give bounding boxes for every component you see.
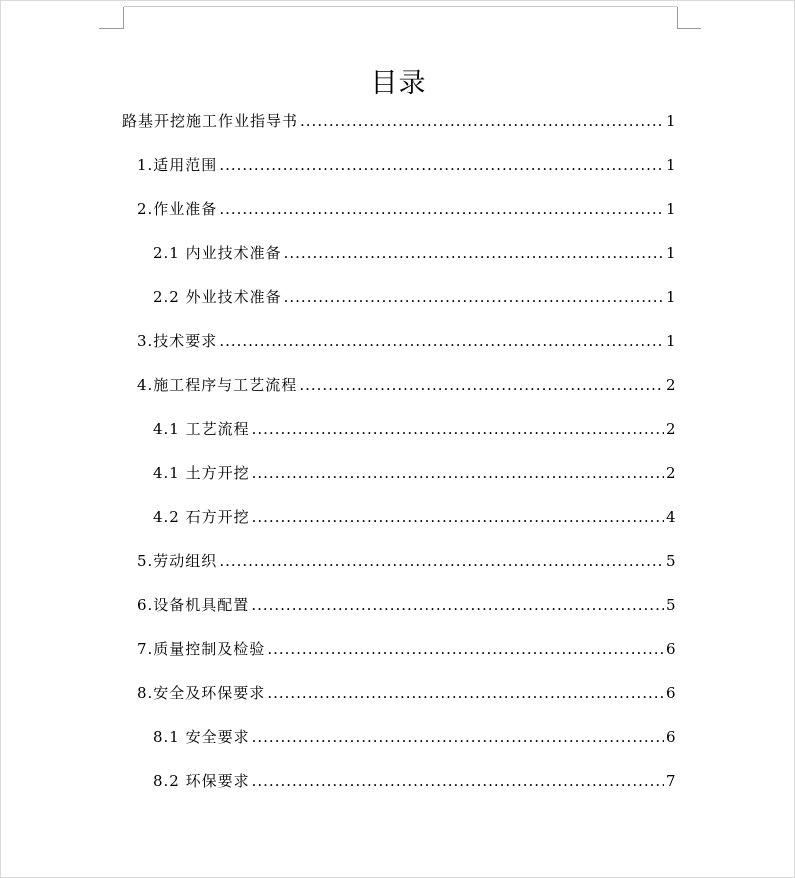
toc-entry-7[interactable] bbox=[137, 638, 675, 660]
toc-entry-8-1[interactable] bbox=[153, 726, 675, 748]
toc-leader-dots bbox=[219, 200, 664, 218]
toc-entry-label: 2.1 内业技术准备 bbox=[153, 244, 282, 262]
toc-leader-dots bbox=[252, 728, 664, 746]
toc-entry-page: 1 bbox=[666, 244, 676, 262]
toc-entry-8[interactable] bbox=[137, 682, 675, 704]
toc-entry-3[interactable] bbox=[137, 330, 675, 352]
toc-entry-label: 8.2 环保要求 bbox=[153, 772, 250, 790]
toc-leader-dots bbox=[299, 376, 664, 394]
crop-mark-left-vertical bbox=[123, 7, 124, 29]
toc-leader-dots bbox=[284, 244, 664, 262]
toc-entry-1[interactable] bbox=[137, 154, 675, 176]
toc-entry-label: 1.适用范围 bbox=[137, 156, 218, 174]
toc-entry-label: 4.1 土方开挖 bbox=[153, 464, 250, 482]
toc-entry-6[interactable] bbox=[137, 594, 675, 616]
toc-entry-label: 2.2 外业技术准备 bbox=[153, 288, 282, 306]
toc-entry-4-1-earthwork[interactable] bbox=[153, 462, 675, 484]
crop-mark-right-vertical bbox=[677, 7, 678, 29]
toc-entry-label: 4.2 石方开挖 bbox=[153, 508, 250, 526]
crop-mark-right-horizontal bbox=[677, 28, 701, 29]
toc-leader-dots bbox=[252, 420, 664, 438]
toc-entry-2-1[interactable] bbox=[153, 242, 675, 264]
toc-entry-page: 1 bbox=[666, 332, 676, 350]
toc-leader-dots bbox=[284, 288, 664, 306]
toc-entry-label: 2.作业准备 bbox=[137, 200, 218, 218]
toc-entry-page: 2 bbox=[666, 376, 676, 394]
toc-entry-page: 1 bbox=[666, 288, 676, 306]
toc-leader-dots bbox=[252, 464, 664, 482]
toc-leader-dots bbox=[252, 508, 664, 526]
toc-entry-5[interactable] bbox=[137, 550, 675, 572]
toc-entry-4[interactable] bbox=[137, 374, 675, 396]
toc-leader-dots bbox=[251, 596, 664, 614]
toc-entry-page: 2 bbox=[666, 464, 676, 482]
toc-entry-8-2[interactable] bbox=[153, 770, 675, 792]
toc-entry-doc-title[interactable] bbox=[122, 110, 675, 132]
toc-entry-page: 5 bbox=[666, 596, 676, 614]
toc-entry-page: 2 bbox=[666, 420, 676, 438]
toc-entry-label: 5.劳动组织 bbox=[137, 552, 218, 570]
toc-entry-label: 4.施工程序与工艺流程 bbox=[137, 376, 298, 394]
toc-entry-page: 6 bbox=[666, 684, 676, 702]
page-top-border bbox=[124, 6, 677, 7]
toc-leader-dots bbox=[267, 640, 664, 658]
toc-entry-page: 1 bbox=[666, 156, 676, 174]
toc-entry-label: 4.1 工艺流程 bbox=[153, 420, 250, 438]
crop-mark-left-horizontal bbox=[99, 28, 123, 29]
toc-entry-page: 6 bbox=[666, 640, 676, 658]
toc-leader-dots bbox=[219, 332, 664, 350]
toc-entry-label: 8.1 安全要求 bbox=[153, 728, 250, 746]
toc-entry-4-1-process[interactable] bbox=[153, 418, 675, 440]
toc-leader-dots bbox=[219, 156, 664, 174]
page-title: 目录 bbox=[370, 68, 427, 99]
toc-entry-label: 路基开挖施工作业指导书 bbox=[122, 112, 299, 130]
toc-entry-label: 3.技术要求 bbox=[137, 332, 218, 350]
toc-leader-dots bbox=[219, 552, 664, 570]
toc-entry-label: 7.质量控制及检验 bbox=[137, 640, 266, 658]
toc-entry-4-2[interactable] bbox=[153, 506, 675, 528]
toc-entry-page: 1 bbox=[666, 112, 676, 130]
toc-leader-dots bbox=[300, 112, 664, 130]
toc-entry-page: 5 bbox=[666, 552, 676, 570]
toc-entry-label: 6.设备机具配置 bbox=[137, 596, 250, 614]
toc-entry-2-2[interactable] bbox=[153, 286, 675, 308]
toc-entry-page: 1 bbox=[666, 200, 676, 218]
toc-entry-page: 7 bbox=[666, 772, 676, 790]
toc-leader-dots bbox=[252, 772, 664, 790]
toc-leader-dots bbox=[267, 684, 664, 702]
toc-entry-2[interactable] bbox=[137, 198, 675, 220]
toc-entry-page: 6 bbox=[666, 728, 676, 746]
toc-entry-page: 4 bbox=[666, 508, 676, 526]
toc-entry-label: 8.安全及环保要求 bbox=[137, 684, 266, 702]
